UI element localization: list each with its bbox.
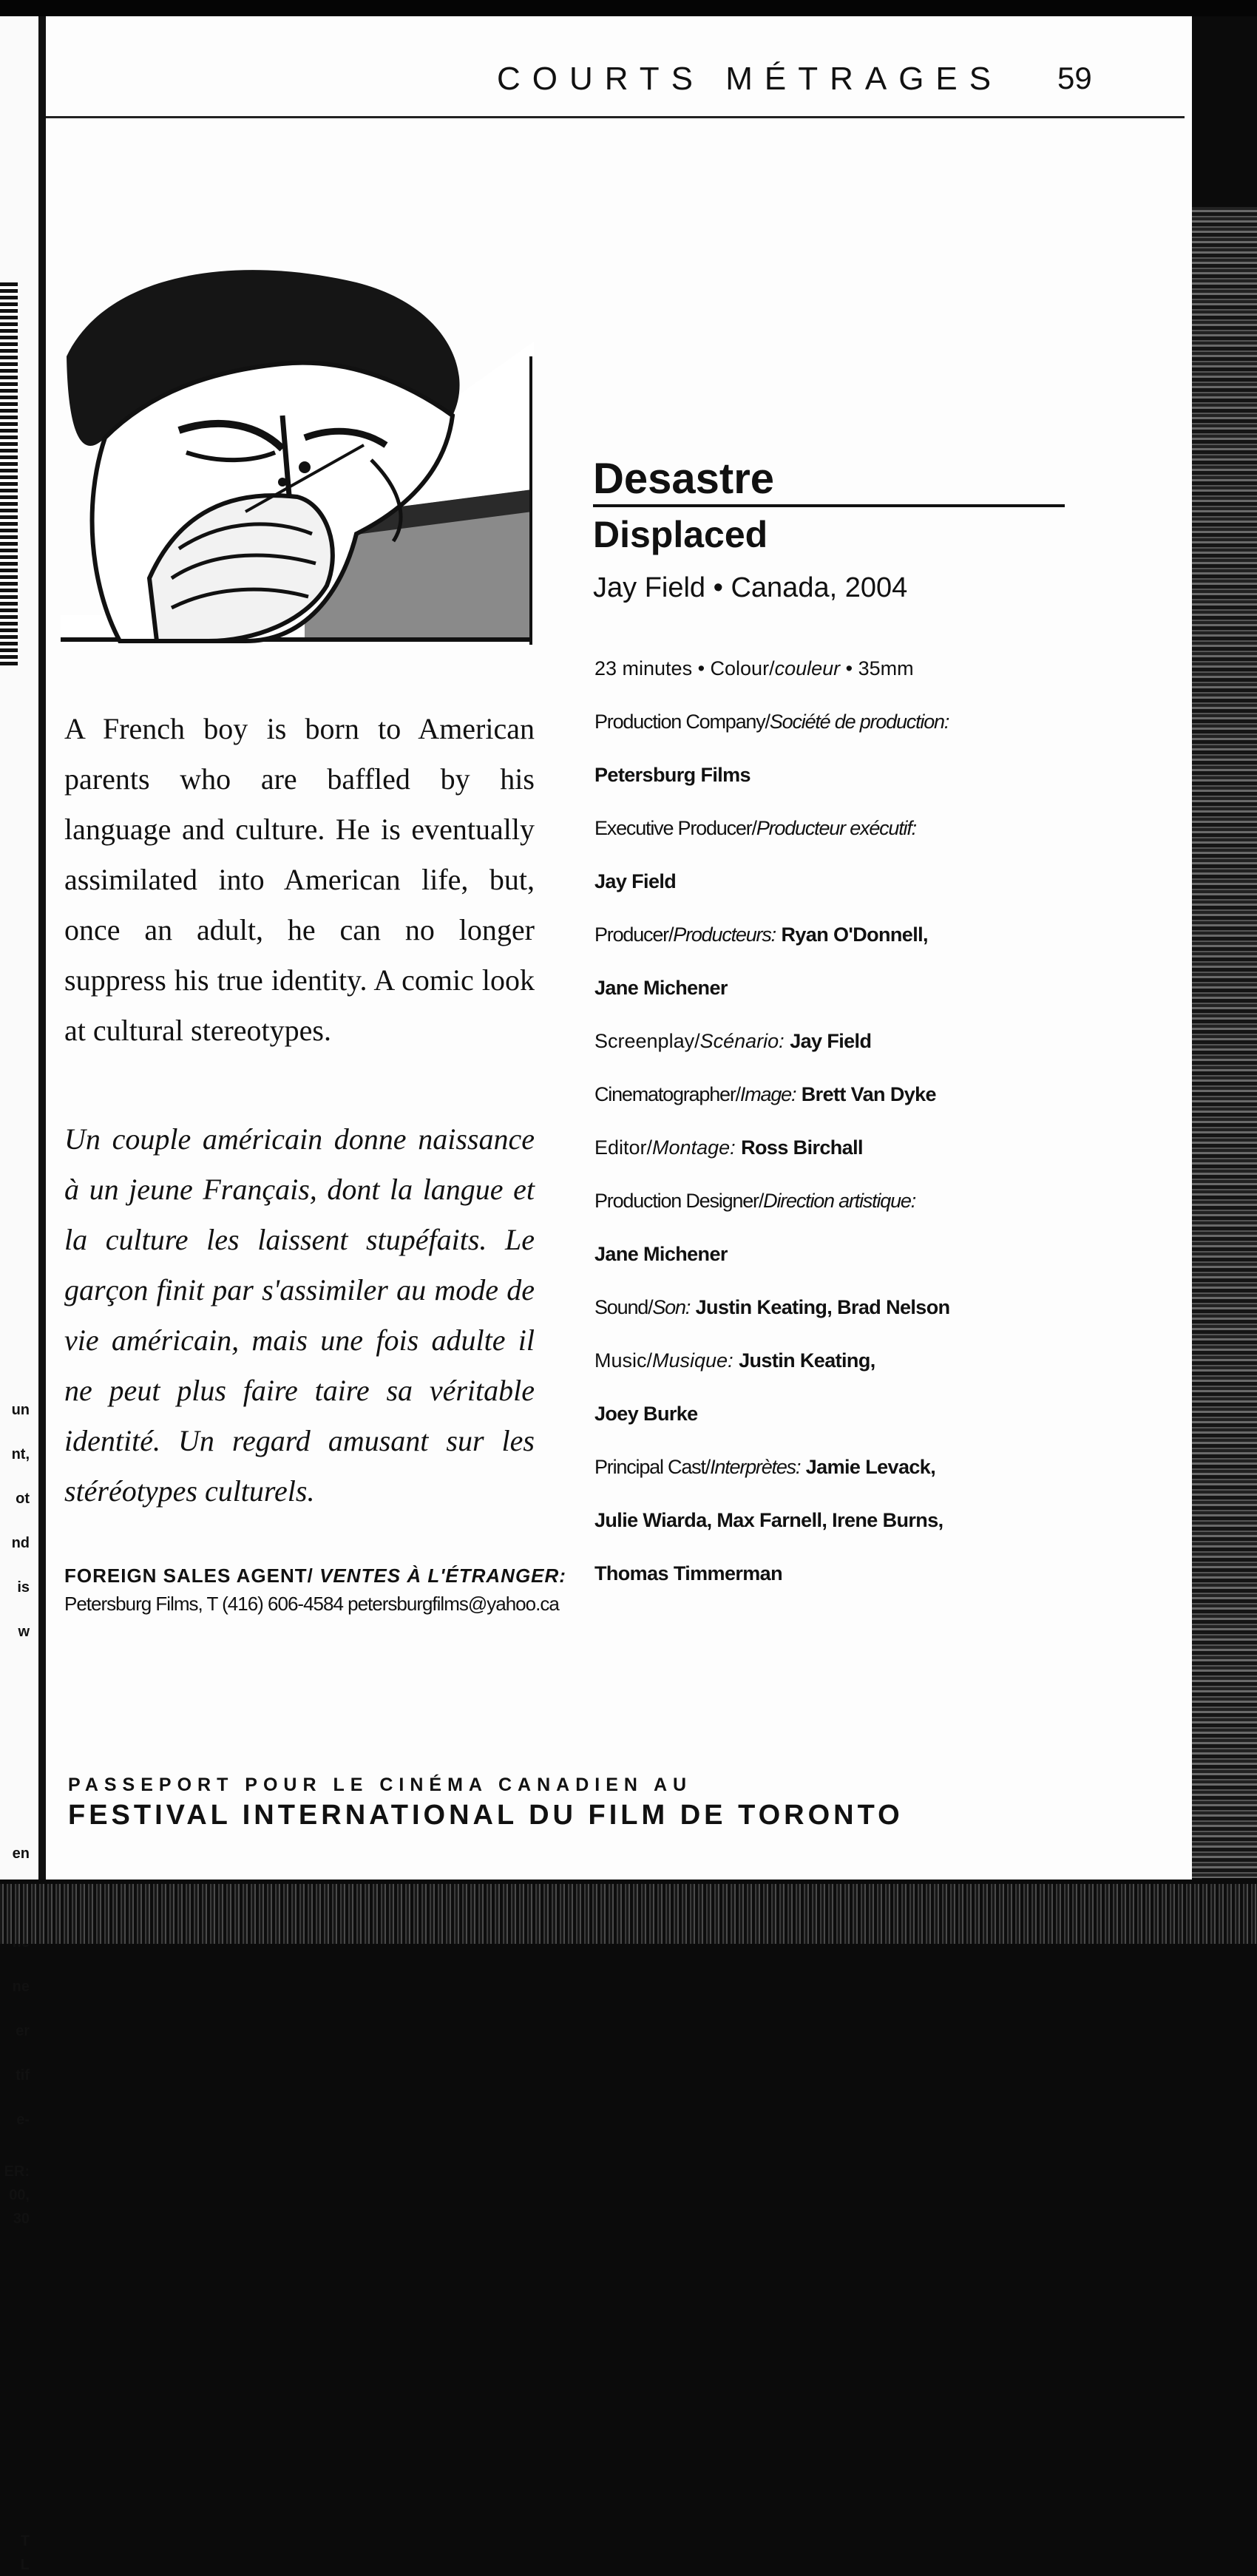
credit-executive-producer <box>594 867 1127 920</box>
description-french: Un couple américain donne naissance à un jeune Français, dont la langue et la culture les laissent stupéfaits. Le garçon finit par s'assimiler au mode de vie américain, mais une fois adulte il ne peut plus faire taire sa véritable identité. Un regard amusant sur les stéréotypes culturels. <box>64 1122 535 1508</box>
credit-cinematographer <box>594 1079 1127 1133</box>
previous-page-edge <box>0 16 38 2573</box>
credit-value: Joey Burke <box>594 1403 698 1425</box>
label-fr: Direction artistique: <box>763 1190 916 1212</box>
credit-value: Brett Van Dyke <box>801 1083 936 1105</box>
credit-value: Jay Field <box>594 870 677 892</box>
footer-line-2: FESTIVAL INTERNATIONAL DU FILM DE TORONTO <box>68 1800 904 1831</box>
description-english: A French boy is born to American parents who are baffled by his language and culture. He is eventually assimilated into American life, but, once an adult, he can no longer suppress his true identity. A comic look at cultural stereotypes. <box>64 712 535 1047</box>
sales-label-fr: VENTES À L'ÉTRANGER: <box>319 1565 566 1587</box>
credit-music <box>594 1346 1127 1399</box>
page-number: 59 <box>1057 61 1092 95</box>
label-en: Cinematographer/ <box>594 1083 740 1105</box>
label-en: Production Designer/ <box>594 1190 764 1212</box>
label-en: Principal Cast/ <box>594 1456 711 1478</box>
film-byline: Jay Field • Canada, 2004 <box>593 572 908 603</box>
previous-page-fragment: w <box>18 1624 30 1640</box>
previous-page-fragment: 30 <box>13 2211 30 2227</box>
specs-italic: couleur <box>774 657 841 679</box>
previous-page-fragment: nd <box>11 1535 30 1551</box>
footer-line-1: PASSEPORT POUR LE CINÉMA CANADIEN AU <box>68 1775 693 1795</box>
label-en: Editor/ <box>594 1136 653 1159</box>
credit-specs <box>594 654 1127 707</box>
previous-page-fragment: T <box>20 2533 30 2549</box>
credit-cast-cont <box>594 1505 1127 1559</box>
scan-border-bottom <box>0 1884 1257 1944</box>
credit-value: Thomas Timmerman <box>594 1562 782 1584</box>
previous-page-fragment: un <box>11 1402 30 1418</box>
label-en: Screenplay/ <box>594 1030 700 1052</box>
label-fr: Montage: <box>652 1136 736 1159</box>
previous-page-fragment: is <box>17 1579 30 1596</box>
credit-value: Ross Birchall <box>741 1136 863 1159</box>
foreign-sales-label <box>64 1562 567 1590</box>
scan-border-right <box>1192 207 1257 1878</box>
credit-value: Julie Wiarda, Max Farnell, Irene Burns, <box>594 1509 943 1531</box>
foreign-sales <box>64 1562 567 1618</box>
film-still-image <box>61 268 532 645</box>
credit-producer-cont <box>594 973 1127 1026</box>
label-en: Production Company/ <box>594 711 770 733</box>
previous-page-fragment: tif <box>16 2067 30 2084</box>
credit-editor <box>594 1133 1127 1186</box>
label-fr: Musique: <box>652 1349 733 1372</box>
previous-page-fragment: e- <box>16 2112 30 2128</box>
label-fr: Interprètes: <box>710 1456 801 1478</box>
credit-music-cont <box>594 1399 1127 1452</box>
label-en: Executive Producer/ <box>594 817 756 839</box>
credit-value: Justin Keating, Brad Nelson <box>695 1296 950 1318</box>
label-fr: Producteur exécutif: <box>756 817 916 839</box>
label-fr: Scénario: <box>699 1030 785 1052</box>
previous-page-image-strip <box>0 282 18 667</box>
book-gutter <box>38 16 46 1880</box>
credit-value: Jane Michener <box>594 977 728 999</box>
credit-executive-producer-label <box>594 813 1127 867</box>
credit-production-company <box>594 760 1127 813</box>
credit-cast-cont-2 <box>594 1559 1127 1612</box>
credit-value: Jane Michener <box>594 1243 728 1265</box>
previous-page-fragment: ot <box>16 1491 30 1507</box>
credit-production-designer-label <box>594 1186 1127 1239</box>
credit-value: Jamie Levack, <box>805 1456 936 1478</box>
specs-text: 23 minutes • Colour/ <box>594 657 775 679</box>
film-title: Desastre <box>593 455 775 503</box>
credit-sound <box>594 1292 1127 1346</box>
credit-screenplay <box>594 1026 1127 1079</box>
title-rule <box>593 504 1065 507</box>
specs-format: • 35mm <box>840 657 914 679</box>
label-fr: Son: <box>652 1296 691 1318</box>
running-head: COURTS MÉTRAGES <box>497 61 1003 97</box>
previous-page-fragment: ER: <box>4 2163 30 2180</box>
label-fr: Image: <box>739 1083 796 1105</box>
credit-value: Ryan O'Donnell, <box>781 923 928 946</box>
credit-production-designer <box>594 1239 1127 1292</box>
label-fr: Société de production: <box>769 711 949 733</box>
previous-page-fragment: L <box>20 2557 30 2573</box>
previous-page-fragment: ne <box>12 1979 30 1995</box>
label-en: Music/ <box>594 1349 653 1372</box>
previous-page-fragment: nt, <box>11 1446 30 1462</box>
credit-value: Petersburg Films <box>594 764 751 786</box>
credit-value: Jay Field <box>790 1030 872 1052</box>
credit-producer <box>594 920 1127 973</box>
header-rule <box>46 116 1185 118</box>
label-fr: Producteurs: <box>673 923 776 946</box>
label-en: Producer/ <box>594 923 674 946</box>
foreign-sales-contact: Petersburg Films, T (416) 606-4584 petersburgfilms@yahoo.ca <box>64 1593 559 1615</box>
previous-page-fragment: en <box>12 1845 30 1862</box>
film-english-title: Displaced <box>593 514 768 555</box>
scan-border-top <box>0 0 1257 16</box>
credit-production-company-label <box>594 707 1127 760</box>
credits-list <box>594 654 1127 1612</box>
label-en: Sound/ <box>594 1296 653 1318</box>
credit-cast <box>594 1452 1127 1505</box>
page <box>46 16 1192 1880</box>
sales-label-en: FOREIGN SALES AGENT/ <box>64 1565 314 1587</box>
previous-page-fragment: er <box>16 2023 30 2039</box>
previous-page-fragment: 00, <box>9 2187 30 2203</box>
credit-value: Justin Keating, <box>739 1349 875 1372</box>
